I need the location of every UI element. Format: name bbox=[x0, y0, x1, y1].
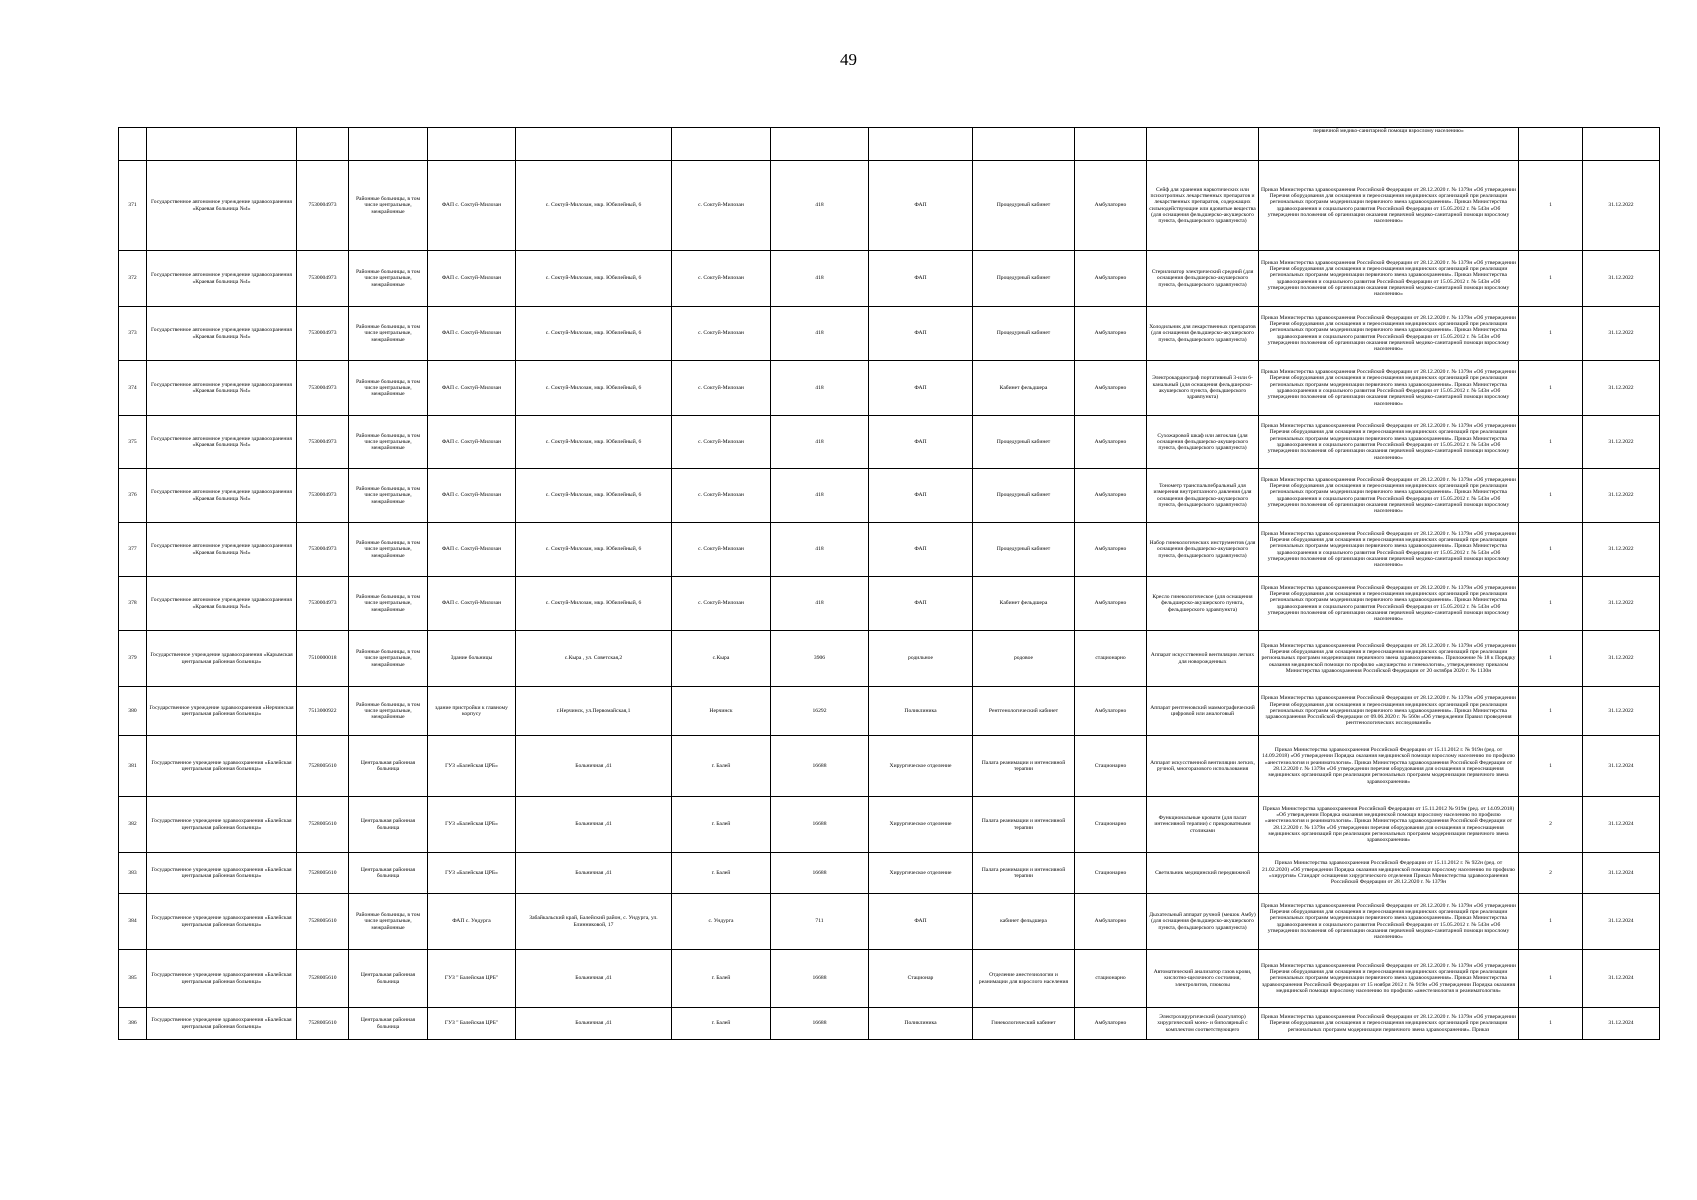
cell-deadline: 31.12.2022 bbox=[1583, 523, 1660, 577]
cell-qty: 1 bbox=[1519, 631, 1583, 687]
cell-org-type: Центральная районная больница bbox=[349, 853, 428, 894]
cell-num: 386 bbox=[119, 1008, 147, 1040]
cell-basis: Приказ Министерства здравоохранения Российской Федерации от 28.12.2020 г. № 1379н «Об утверждении Перечня оборудования для оснащения и переоснащения медицинских организаций при реализации региональных программ модернизации первичного звена здравоохранения». Приказ Министерства здравоохранения и социального развития Российской Федерации от 15.05.2012 г. № 543н «Об утверждении положения об организации оказания первичной медико-санитарной помощи взрослому населению» bbox=[1259, 523, 1519, 577]
cell-room: Палата реанимации и интенсивной терапии bbox=[973, 797, 1075, 853]
page-number: 49 bbox=[840, 50, 857, 69]
cell-locality: Нерчинск bbox=[672, 687, 771, 736]
cell-care-type: Амбулаторно bbox=[1075, 687, 1147, 736]
cell-care-type: Амбулаторно bbox=[1075, 894, 1147, 950]
cell-address: с.Кыра , ул. Советская,2 bbox=[516, 631, 672, 687]
cell-population: 16688 bbox=[771, 736, 869, 797]
cell-address: Больничная ,41 bbox=[516, 950, 672, 1008]
table-row bbox=[119, 161, 1660, 251]
cell-basis: Приказ Министерства здравоохранения Российской Федерации от 28.12.2020 г. № 1379н «Об утверждении Перечня оборудования для оснащения и переоснащения медицинских организаций при реализации региональных программ модернизации первичного звена здравоохранения». Приложение № 18 к Порядку оказания медицинской помощи по профилю «акушерство и гинекология», утвержденному приказом Министерства здравоохранения Российской Федерации от 20 октября 2020 г. № 1130н bbox=[1259, 631, 1519, 687]
cell-locality: с. Соктуй-Милозан bbox=[672, 577, 771, 631]
cell-qty: 1 bbox=[1519, 161, 1583, 251]
cell-org: Государственное учреждение здравоохранения «Карымская центральная районная больница» bbox=[147, 631, 297, 687]
cell-basis: Приказ Министерства здравоохранения Российской Федерации от 28.12.2020 г. № 1379н «Об утверждении Перечня оборудования для оснащения и переоснащения медицинских организаций при реализации региональных программ модернизации первичного звена здравоохранения». Приказ Министерства здравоохранения Российской Федерации от 15 ноября 2012 г. № 919н «Об утверждении Порядка оказания медицинской помощи взрослому населению по профилю «анестезиология и реаниматология» bbox=[1259, 950, 1519, 1008]
cell-care-type: стационарно bbox=[1075, 950, 1147, 1008]
cell-qty: 1 bbox=[1519, 1008, 1583, 1040]
cell-qty: 1 bbox=[1519, 361, 1583, 416]
cell-qty: 1 bbox=[1519, 736, 1583, 797]
cell-locality: с. Соктуй-Милозан bbox=[672, 161, 771, 251]
cell-inn: 7530004973 bbox=[297, 469, 349, 523]
cell-division: Поликлиника bbox=[869, 1008, 973, 1040]
cell-basis: Приказ Министерства здравоохранения Российской Федерации от 15.11.2012 № 919н (ред. от 14.09.2018) «Об утверждении Порядка оказания медицинской помощи взрослому населению по профилю «анестезиология и реаниматология». Приказ Министерства здравоохранения Российской Федерации от 28.12.2020 г. № 1379н «Об утверждении перечня оборудования для оснащения и переоснащения медицинских организаций при реализации региональных программ модернизации первичного звена здравоохранения» bbox=[1259, 797, 1519, 853]
cell-care-type: стационарно bbox=[1075, 631, 1147, 687]
cell-deadline: 31.12.2022 bbox=[1583, 631, 1660, 687]
cell-org-type: Районные больницы, в том числе центральные, межрайонные bbox=[349, 307, 428, 361]
cell-room: Процедурный кабинет bbox=[973, 251, 1075, 307]
cell-equipment: Автоматический анализатор газов крови, кислотно-щелочного состояния, электролитов, глюкозы bbox=[1147, 950, 1259, 1008]
cell-population: 418 bbox=[771, 251, 869, 307]
cell-inn: 7530004973 bbox=[297, 251, 349, 307]
cell-org-type: Центральная районная больница bbox=[349, 1008, 428, 1040]
cell-population: 418 bbox=[771, 577, 869, 631]
cell-care-type: Амбулаторно bbox=[1075, 416, 1147, 469]
cell-inn: 7530004973 bbox=[297, 161, 349, 251]
cell-room: Гинекологический кабинет bbox=[973, 1008, 1075, 1040]
cell-locality: г. Балей bbox=[672, 950, 771, 1008]
table-row bbox=[119, 469, 1660, 523]
cell-population: 418 bbox=[771, 523, 869, 577]
cell-org: Государственное учреждение здравоохранения «Балейская центральная районная больница» bbox=[147, 894, 297, 950]
cell-org-type: Центральная районная больница bbox=[349, 797, 428, 853]
cell-inn: 7528005610 bbox=[297, 853, 349, 894]
cell-org: Государственное учреждение здравоохранения «Балейская центральная районная больница» bbox=[147, 797, 297, 853]
cell-equipment: Аппарат искусственной вентиляции легких для новорожденных bbox=[1147, 631, 1259, 687]
cell-division: ФАП bbox=[869, 894, 973, 950]
cell-division: Хирургическое отделение bbox=[869, 797, 973, 853]
cell-building: ФАП с. Соктуй-Милозан bbox=[428, 307, 516, 361]
cell-qty: 1 bbox=[1519, 251, 1583, 307]
table-row bbox=[119, 797, 1660, 853]
cell-basis: Приказ Министерства здравоохранения Российской Федерации от 28.12.2020 г. № 1379н «Об утверждении Перечня оборудования для оснащения и переоснащения медицинских организаций при реализации региональных программ модернизации первичного звена здравоохранения». Приказ Министерства здравоохранения и социального развития Российской Федерации от 15.05.2012 г. № 543н «Об утверждении положения об организации оказания первичной медико-санитарной помощи взрослому населению» bbox=[1259, 251, 1519, 307]
cell-care-type: Амбулаторно bbox=[1075, 577, 1147, 631]
cell-qty: 1 bbox=[1519, 523, 1583, 577]
cell-locality: с. Соктуй-Милозан bbox=[672, 361, 771, 416]
cell-inn: 7530004973 bbox=[297, 416, 349, 469]
cell-equipment: Тонометр транспальпебральный для измерения внутриглазного давления (для оснащения фельдшерско-акушерского пункта, фельдшерского здравпункта) bbox=[1147, 469, 1259, 523]
cell-org: Государственное учреждение здравоохранения «Нерчинская центральная районная больница» bbox=[147, 687, 297, 736]
cell-num: 384 bbox=[119, 894, 147, 950]
cell-locality: г. Балей bbox=[672, 853, 771, 894]
cell-inn: 7528005610 bbox=[297, 1008, 349, 1040]
cell-org-type: Районные больницы, в том числе центральные, межрайонные bbox=[349, 251, 428, 307]
cell-address: с. Соктуй-Милозан, мкр. Юбилейный, 6 bbox=[516, 161, 672, 251]
cell-deadline: 31.12.2024 bbox=[1583, 797, 1660, 853]
cell-org: Государственное автономное учреждение здравоохранения «Краевая больница №4» bbox=[147, 577, 297, 631]
cell-qty: 1 bbox=[1519, 950, 1583, 1008]
cell-room: Палата реанимации и интенсивной терапии bbox=[973, 853, 1075, 894]
cell-basis: Приказ Министерства здравоохранения Российской Федерации от 28.12.2020 г. № 1379н «Об утверждении Перечня оборудования для оснащения и переоснащения медицинских организаций при реализации региональных программ модернизации первичного звена здравоохранения». Приказ Министерства здравоохранения и социального развития Российской Федерации от 15.05.2012 г. № 543н «Об утверждении положения об организации оказания первичной медико-санитарной помощи взрослому населению» bbox=[1259, 416, 1519, 469]
cell-locality: с. Соктуй-Милозан bbox=[672, 307, 771, 361]
table-row bbox=[119, 736, 1660, 797]
cell-org: Государственное автономное учреждение здравоохранения «Краевая больница №4» bbox=[147, 416, 297, 469]
cell-locality: с.Кыра bbox=[672, 631, 771, 687]
cell-org: Государственное учреждение здравоохранения «Балейская центральная районная больница» bbox=[147, 736, 297, 797]
cell-room: Рентгенологический кабинет bbox=[973, 687, 1075, 736]
cell-population: 3906 bbox=[771, 631, 869, 687]
cell-basis: Приказ Министерства здравоохранения Российской Федерации от 15.11.2012 г. № 922н (ред. от 21.02.2020) «Об утверждении Порядка оказания медицинской помощи взрослому населению по профилю «хирургия» Стандарт оснащения хирургического отделения Приказ Министерства здравоохранения Российской Федерации от 28.12.2020 г. № 1379н bbox=[1259, 853, 1519, 894]
cell-basis: Приказ Министерства здравоохранения Российской Федерации от 28.12.2020 г. № 1379н «Об утверждении Перечня оборудования для оснащения и переоснащения медицинских организаций при реализации региональных программ модернизации первичного звена здравоохранения». Приказ Министерства здравоохранения и социального развития Российской Федерации от 15.05.2012 г. № 543н «Об утверждении положения об организации оказания первичной медико-санитарной помощи взрослому населению» bbox=[1259, 577, 1519, 631]
table-row bbox=[119, 1008, 1660, 1040]
cell-equipment: Электрохирургический (коагулятор) хирургический моно- и биполярный с комплектом соответствующего bbox=[1147, 1008, 1259, 1040]
cell-care-type: Стационарно bbox=[1075, 853, 1147, 894]
cell-equipment: Аппарат рентгеновский маммографический цифровой или аналоговый bbox=[1147, 687, 1259, 736]
cell-equipment: Электрокардиограф портативный 3-или 6-канальный (для оснащения фельдшерско-акушерского пункта, фельдшерского здравпункта) bbox=[1147, 361, 1259, 416]
cell-room: Процедурный кабинет bbox=[973, 416, 1075, 469]
cell-basis: Приказ Министерства здравоохранения Российской Федерации от 28.12.2020 г. № 1379н «Об утверждении Перечня оборудования для оснащения и переоснащения медицинских организаций при реализации региональных программ модернизации первичного звена здравоохранения». Приказ Министерства здравоохранения и социального развития Российской Федерации от 15.05.2012 г. № 543н «Об утверждении положения об организации оказания первичной медико-санитарной помощи взрослому населению» bbox=[1259, 469, 1519, 523]
cell-deadline: 31.12.2022 bbox=[1583, 251, 1660, 307]
cell-population: 16292 bbox=[771, 687, 869, 736]
cell-building: ФАП с. Соктуй-Милозан bbox=[428, 469, 516, 523]
cell-qty: 1 bbox=[1519, 687, 1583, 736]
cell-basis: Приказ Министерства здравоохранения Российской Федерации от 28.12.2020 г. № 1379н «Об утверждении Перечня оборудования для оснащения и переоснащения медицинских организаций при реализации региональных программ модернизации первичного звена здравоохранения». Приказ Министерства здравоохранения и социального развития Российской Федерации от 15.05.2012 г. № 543н «Об утверждении положения об организации оказания первичной медико-санитарной помощи взрослому населению» bbox=[1259, 894, 1519, 950]
cell-org: Государственное автономное учреждение здравоохранения «Краевая больница №4» bbox=[147, 361, 297, 416]
cell-org: Государственное автономное учреждение здравоохранения «Краевая больница №4» bbox=[147, 523, 297, 577]
cell-care-type: Амбулаторно bbox=[1075, 1008, 1147, 1040]
equipment-table bbox=[118, 127, 1660, 1040]
cell-deadline: 31.12.2024 bbox=[1583, 853, 1660, 894]
cell-population: 16688 bbox=[771, 797, 869, 853]
cell-qty: 1 bbox=[1519, 469, 1583, 523]
cell-address: Больничная ,41 bbox=[516, 1008, 672, 1040]
table-row bbox=[119, 853, 1660, 894]
cell-deadline: 31.12.2022 bbox=[1583, 416, 1660, 469]
table-row bbox=[119, 950, 1660, 1008]
cell-deadline: 31.12.2024 bbox=[1583, 1008, 1660, 1040]
cell-locality: г. Балей bbox=[672, 797, 771, 853]
cell-org-type: Районные больницы, в том числе центральные, межрайонные bbox=[349, 416, 428, 469]
cell-division: ФАП bbox=[869, 361, 973, 416]
cell-org-type: Районные больницы, в том числе центральные, межрайонные bbox=[349, 577, 428, 631]
cell-address: с. Соктуй-Милозан, мкр. Юбилейный, 6 bbox=[516, 577, 672, 631]
cell-room: Процедурный кабинет bbox=[973, 469, 1075, 523]
cell-room: Палата реанимации и интенсивной терапии bbox=[973, 736, 1075, 797]
cell-division: ФАП bbox=[869, 307, 973, 361]
cell-population: 418 bbox=[771, 361, 869, 416]
continuation-text: первичной медико-санитарной помощи взрослому населению» bbox=[1259, 128, 1519, 161]
cell-org: Государственное автономное учреждение здравоохранения «Краевая больница №4» bbox=[147, 251, 297, 307]
cell-population: 16688 bbox=[771, 1008, 869, 1040]
cell-address: с. Соктуй-Милозан, мкр. Юбилейный, 6 bbox=[516, 523, 672, 577]
cell-inn: 7528005610 bbox=[297, 797, 349, 853]
cell-inn: 7528005610 bbox=[297, 950, 349, 1008]
cell-building: ГУЗ " Балейская ЦРБ" bbox=[428, 950, 516, 1008]
cell-building: ФАП с. Соктуй-Милозан bbox=[428, 523, 516, 577]
cell-locality: г. Балей bbox=[672, 736, 771, 797]
cell-division: ФАП bbox=[869, 251, 973, 307]
cell-equipment: Аппарат искусственной вентиляции легких, ручной, многоразового использования bbox=[1147, 736, 1259, 797]
cell-building: ГУЗ " Балейская ЦРБ" bbox=[428, 1008, 516, 1040]
cell-population: 418 bbox=[771, 469, 869, 523]
cell-population: 711 bbox=[771, 894, 869, 950]
cell-org: Государственное учреждение здравоохранения «Балейская центральная районная больница» bbox=[147, 1008, 297, 1040]
cell-equipment: Дыхательный аппарат ручной (мешок Амбу) (для оснащения фельдшерско-акушерского пункта, фельдшерского здравпункта) bbox=[1147, 894, 1259, 950]
cell-deadline: 31.12.2024 bbox=[1583, 894, 1660, 950]
cell-num: 377 bbox=[119, 523, 147, 577]
cell-org-type: Районные больницы, в том числе центральные, межрайонные bbox=[349, 687, 428, 736]
cell-equipment: Набор гинекологических инструментов (для оснащения фельдшерско-акушерского пункта, фельдшерского здравпункта) bbox=[1147, 523, 1259, 577]
cell-room: родовое bbox=[973, 631, 1075, 687]
cell-building: ФАП с. Соктуй-Милозан bbox=[428, 416, 516, 469]
cell-room: Процедурный кабинет bbox=[973, 161, 1075, 251]
cell-num: 371 bbox=[119, 161, 147, 251]
cell-population: 418 bbox=[771, 307, 869, 361]
cell-address: с. Соктуй-Милозан, мкр. Юбилейный, 6 bbox=[516, 416, 672, 469]
cell-equipment: Сухожаровой шкаф или автоклав (для оснащения фельдшерско-акушерского пункта, фельдшерского здравпункта) bbox=[1147, 416, 1259, 469]
cell-qty: 1 bbox=[1519, 577, 1583, 631]
cell-address: Больничная ,41 bbox=[516, 797, 672, 853]
cell-division: ФАП bbox=[869, 523, 973, 577]
cell-qty: 1 bbox=[1519, 307, 1583, 361]
cell-care-type: Амбулаторно bbox=[1075, 161, 1147, 251]
cell-division: Хирургическое отделение bbox=[869, 853, 973, 894]
cell-locality: с. Соктуй-Милозан bbox=[672, 251, 771, 307]
cell-building: ФАП с. Соктуй-Милозан bbox=[428, 577, 516, 631]
cell-basis: Приказ Министерства здравоохранения Российской Федерации от 28.12.2020 г. № 1379н «Об утверждении Перечня оборудования для оснащения и переоснащения медицинских организаций при реализации региональных программ модернизации первичного звена здравоохранения». Приказ bbox=[1259, 1008, 1519, 1040]
table-row bbox=[119, 894, 1660, 950]
cell-building: Здание больницы bbox=[428, 631, 516, 687]
cell-org-type: Районные больницы, в том числе центральные, межрайонные bbox=[349, 631, 428, 687]
cell-building: ФАП с. Ундурга bbox=[428, 894, 516, 950]
cell-address: с. Соктуй-Милозан, мкр. Юбилейный, 6 bbox=[516, 361, 672, 416]
table-row bbox=[119, 307, 1660, 361]
cell-address: Забайкальский край, Балейский район, с. Ундурга, ул. Блинниковой, 17 bbox=[516, 894, 672, 950]
cell-division: Стационар bbox=[869, 950, 973, 1008]
cell-basis: Приказ Министерства здравоохранения Российской Федерации от 15.11.2012 г. № 919н (ред. от 14.09.2018) «Об утверждении Порядка оказания медицинской помощи взрослому населению по профилю «анестезиология и реаниматология». Приказ Министерства здравоохранения Российской Федерации от 28.12.2020 г. № 1379н «Об утверждении перечня оборудования для оснащения и переоснащения медицинских организаций при реализации региональных программ модернизации первичного звена здравоохранения» bbox=[1259, 736, 1519, 797]
table-row bbox=[119, 577, 1660, 631]
cell-num: 385 bbox=[119, 950, 147, 1008]
cell-qty: 1 bbox=[1519, 416, 1583, 469]
cell-room: кабинет фельдшера bbox=[973, 894, 1075, 950]
cell-division: ФАП bbox=[869, 161, 973, 251]
cell-division: Поликлиника bbox=[869, 687, 973, 736]
cell-basis: Приказ Министерства здравоохранения Российской Федерации от 28.12.2020 г. № 1379н «Об утверждении Перечня оборудования для оснащения и переоснащения медицинских организаций при реализации региональных программ модернизации первичного звена здравоохранения». Приказ Министерства здравоохранения и социального развития Российской Федерации от 15.05.2012 г. № 543н «Об утверждении положения об организации оказания первичной медико-санитарной помощи взрослому населению» bbox=[1259, 361, 1519, 416]
cell-equipment: Светильник медицинский передвижной bbox=[1147, 853, 1259, 894]
cell-num: 376 bbox=[119, 469, 147, 523]
table-row bbox=[119, 251, 1660, 307]
cell-care-type: Стационарно bbox=[1075, 797, 1147, 853]
cell-equipment: Кресло гинекологическое (для оснащения фельдшерско-акушерского пункта, фельдшерского здравпункта) bbox=[1147, 577, 1259, 631]
cell-building: ГУЗ «Балейская ЦРБ» bbox=[428, 797, 516, 853]
cell-population: 418 bbox=[771, 416, 869, 469]
cell-inn: 7510000018 bbox=[297, 631, 349, 687]
cell-population: 16688 bbox=[771, 950, 869, 1008]
cell-num: 372 bbox=[119, 251, 147, 307]
cell-building: ГУЗ «Балейская ЦРБ» bbox=[428, 736, 516, 797]
cell-locality: г. Балей bbox=[672, 1008, 771, 1040]
cell-num: 375 bbox=[119, 416, 147, 469]
cell-care-type: Амбулаторно bbox=[1075, 251, 1147, 307]
cell-building: ФАП с. Соктуй-Милозан bbox=[428, 251, 516, 307]
cell-building: ГУЗ «Балейская ЦРБ» bbox=[428, 853, 516, 894]
cell-deadline: 31.12.2022 bbox=[1583, 361, 1660, 416]
cell-equipment: Функциональные кровати (для палат интенсивной терапии) с прикроватными столиками bbox=[1147, 797, 1259, 853]
cell-num: 382 bbox=[119, 797, 147, 853]
cell-num: 379 bbox=[119, 631, 147, 687]
cell-org: Государственное автономное учреждение здравоохранения «Краевая больница №4» bbox=[147, 161, 297, 251]
cell-division: ФАП bbox=[869, 469, 973, 523]
cell-inn: 7528005610 bbox=[297, 894, 349, 950]
table-row bbox=[119, 416, 1660, 469]
cell-locality: с. Ундурга bbox=[672, 894, 771, 950]
cell-num: 380 bbox=[119, 687, 147, 736]
cell-room: Процедурный кабинет bbox=[973, 523, 1075, 577]
cell-org: Государственное учреждение здравоохранения «Балейская центральная районная больница» bbox=[147, 853, 297, 894]
table-row bbox=[119, 631, 1660, 687]
cell-division: ФАП bbox=[869, 577, 973, 631]
cell-division: ФАП bbox=[869, 416, 973, 469]
cell-qty: 2 bbox=[1519, 853, 1583, 894]
cell-room: Кабинет фельдшера bbox=[973, 361, 1075, 416]
cell-org-type: Районные больницы, в том числе центральные, межрайонные bbox=[349, 469, 428, 523]
cell-org-type: Центральная районная больница bbox=[349, 950, 428, 1008]
cell-org: Государственное автономное учреждение здравоохранения «Краевая больница №4» bbox=[147, 307, 297, 361]
cell-care-type: Амбулаторно bbox=[1075, 307, 1147, 361]
cell-org-type: Районные больницы, в том числе центральные, межрайонные bbox=[349, 523, 428, 577]
cell-room: Процедурный кабинет bbox=[973, 307, 1075, 361]
cell-inn: 7530004973 bbox=[297, 361, 349, 416]
cell-org-type: Районные больницы, в том числе центральные, межрайонные bbox=[349, 894, 428, 950]
cell-address: с. Соктуй-Милозан, мкр. Юбилейный, 6 bbox=[516, 251, 672, 307]
cell-division: родильное bbox=[869, 631, 973, 687]
cell-population: 418 bbox=[771, 161, 869, 251]
cell-address: г.Нерчинск, ул.Первомайская,1 bbox=[516, 687, 672, 736]
cell-org-type: Районные больницы, в том числе центральные, межрайонные bbox=[349, 161, 428, 251]
continuation-row bbox=[119, 128, 1660, 161]
cell-population: 16688 bbox=[771, 853, 869, 894]
cell-deadline: 31.12.2022 bbox=[1583, 469, 1660, 523]
cell-locality: с. Соктуй-Милозан bbox=[672, 523, 771, 577]
cell-care-type: Амбулаторно bbox=[1075, 469, 1147, 523]
cell-inn: 7530004973 bbox=[297, 523, 349, 577]
cell-deadline: 31.12.2022 bbox=[1583, 307, 1660, 361]
cell-org: Государственное автономное учреждение здравоохранения «Краевая больница №4» bbox=[147, 469, 297, 523]
cell-address: Больничная ,41 bbox=[516, 853, 672, 894]
cell-num: 381 bbox=[119, 736, 147, 797]
cell-deadline: 31.12.2024 bbox=[1583, 950, 1660, 1008]
cell-division: Хирургическое отделение bbox=[869, 736, 973, 797]
cell-equipment: Стерилизатор электрический средний (для оснащения фельдшерско-акушерского пункта, фельдшерского здравпункта) bbox=[1147, 251, 1259, 307]
cell-locality: с. Соктуй-Милозан bbox=[672, 416, 771, 469]
cell-building: ФАП с. Соктуй-Милозан bbox=[428, 161, 516, 251]
cell-address: с. Соктуй-Милозан, мкр. Юбилейный, 6 bbox=[516, 307, 672, 361]
cell-deadline: 31.12.2022 bbox=[1583, 161, 1660, 251]
cell-deadline: 31.12.2024 bbox=[1583, 736, 1660, 797]
cell-address: с. Соктуй-Милозан, мкр. Юбилейный, 6 bbox=[516, 469, 672, 523]
cell-num: 373 bbox=[119, 307, 147, 361]
cell-equipment: Сейф для хранения наркотических или психотропных лекарственных препаратов и лекарственных препаратов, содержащих сильнодействующие или ядовитые вещества (для оснащения фельдшерско-акушерского пункта, фельдшерского здравпункта) bbox=[1147, 161, 1259, 251]
cell-building: ФАП с. Соктуй-Милозан bbox=[428, 361, 516, 416]
cell-inn: 7530004973 bbox=[297, 307, 349, 361]
cell-care-type: Стационарно bbox=[1075, 736, 1147, 797]
cell-qty: 2 bbox=[1519, 797, 1583, 853]
cell-basis: Приказ Министерства здравоохранения Российской Федерации от 28.12.2020 г. № 1379н «Об утверждении Перечня оборудования для оснащения и переоснащения медицинских организаций при реализации региональных программ модернизации первичного звена здравоохранения». Приказ Министерства здравоохранения и социального развития Российской Федерации от 15.05.2012 г. № 543н «Об утверждении положения об организации оказания первичной медико-санитарной помощи взрослому населению» bbox=[1259, 307, 1519, 361]
cell-basis: Приказ Министерства здравоохранения Российской Федерации от 28.12.2020 г. № 1379н «Об утверждении Перечня оборудования для оснащения и переоснащения медицинских организаций при реализации региональных программ модернизации первичного звена здравоохранения». Приказ Министерства здравоохранения Российской Федерации от 09.06.2020 г. № 560н «Об утверждении Правил проведения рентгенологических исследований» bbox=[1259, 687, 1519, 736]
cell-org: Государственное учреждение здравоохранения «Балейская центральная районная больница» bbox=[147, 950, 297, 1008]
cell-care-type: Амбулаторно bbox=[1075, 361, 1147, 416]
cell-inn: 7528005610 bbox=[297, 736, 349, 797]
cell-locality: с. Соктуй-Милозан bbox=[672, 469, 771, 523]
cell-inn: 7530004973 bbox=[297, 577, 349, 631]
cell-num: 383 bbox=[119, 853, 147, 894]
table-row bbox=[119, 361, 1660, 416]
cell-address: Больничная ,41 bbox=[516, 736, 672, 797]
table-row bbox=[119, 523, 1660, 577]
cell-room: Кабинет фельдшера bbox=[973, 577, 1075, 631]
cell-building: здание пристройки к главному корпусу bbox=[428, 687, 516, 736]
cell-num: 378 bbox=[119, 577, 147, 631]
cell-basis: Приказ Министерства здравоохранения Российской Федерации от 28.12.2020 г. № 1379н «Об утверждении Перечня оборудования для оснащения и переоснащения медицинских организаций при реализации региональных программ модернизации первичного звена здравоохранения». Приказ Министерства здравоохранения и социального развития Российской Федерации от 15.05.2012 г. № 543н «Об утверждении положения об организации оказания первичной медико-санитарной помощи взрослому населению» bbox=[1259, 161, 1519, 251]
cell-care-type: Амбулаторно bbox=[1075, 523, 1147, 577]
cell-org-type: Центральная районная больница bbox=[349, 736, 428, 797]
cell-org-type: Районные больницы, в том числе центральные, межрайонные bbox=[349, 361, 428, 416]
cell-inn: 7513000922 bbox=[297, 687, 349, 736]
cell-qty: 1 bbox=[1519, 894, 1583, 950]
cell-num: 374 bbox=[119, 361, 147, 416]
cell-room: Отделение анестезиологии и реанимации для взрослого населения bbox=[973, 950, 1075, 1008]
table-row bbox=[119, 687, 1660, 736]
cell-deadline: 31.12.2022 bbox=[1583, 577, 1660, 631]
cell-deadline: 31.12.2022 bbox=[1583, 687, 1660, 736]
cell-equipment: Холодильник для лекарственных препаратов (для оснащения фельдшерско-акушерского пункта, фельдшерского здравпункта) bbox=[1147, 307, 1259, 361]
